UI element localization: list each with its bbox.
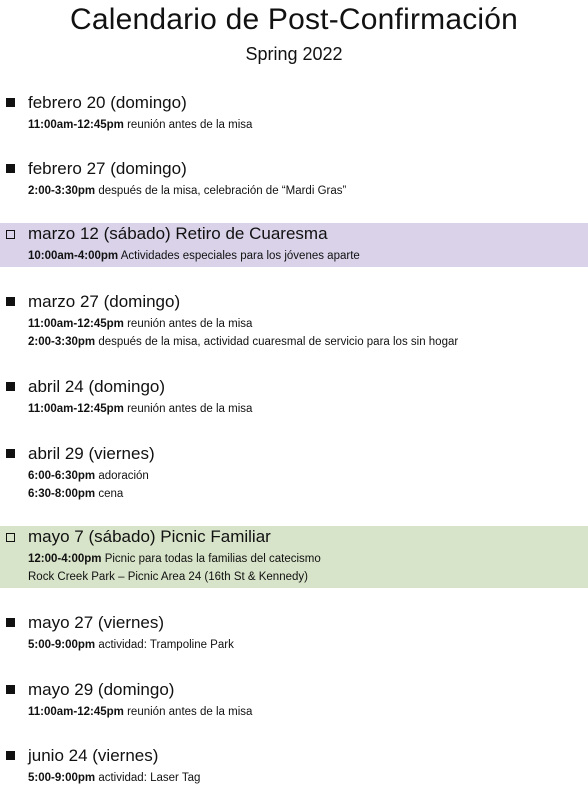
filled-square-bullet-icon bbox=[6, 751, 15, 760]
event-detail bbox=[28, 333, 588, 351]
event-time: 12:00-4:00pm bbox=[28, 553, 102, 565]
event-description: adoración bbox=[95, 470, 149, 482]
open-square-bullet-icon bbox=[6, 230, 15, 239]
event-description: reunión antes de la misa bbox=[123, 119, 253, 131]
event-item bbox=[0, 443, 588, 503]
event-detail bbox=[28, 467, 588, 485]
event-time: 5:00-9:00pm bbox=[28, 772, 96, 784]
event-item bbox=[0, 158, 588, 200]
event-time: 6:00-6:30pm bbox=[28, 470, 96, 482]
event-heading: febrero 20 (domingo) bbox=[28, 93, 187, 112]
event-time: 10:00am-4:00pm bbox=[28, 250, 119, 262]
event-heading: mayo 27 (viernes) bbox=[28, 613, 165, 632]
filled-square-bullet-icon bbox=[6, 618, 15, 627]
event-heading: mayo 7 (sábado) Picnic Familiar bbox=[28, 527, 271, 546]
event-time: 2:00-3:30pm bbox=[28, 185, 96, 197]
page-title: Calendario de Post-Confirmación bbox=[69, 3, 519, 36]
event-item bbox=[0, 679, 588, 721]
event-item bbox=[0, 376, 588, 418]
filled-square-bullet-icon bbox=[6, 382, 15, 391]
event-item bbox=[0, 291, 588, 351]
event-time: 11:00am-12:45pm bbox=[28, 706, 124, 718]
event-detail bbox=[28, 400, 588, 418]
event-detail bbox=[28, 182, 588, 200]
event-detail bbox=[28, 247, 588, 265]
event-detail bbox=[28, 485, 588, 503]
event-item-highlighted bbox=[0, 526, 588, 588]
event-heading: marzo 12 (sábado) Retiro de Cuaresma bbox=[28, 224, 328, 243]
event-description: reunión antes de la misa bbox=[123, 318, 253, 330]
event-item bbox=[0, 612, 588, 654]
event-location bbox=[28, 568, 588, 586]
event-description: reunión antes de la misa bbox=[123, 403, 253, 415]
event-description: actividad: Laser Tag bbox=[95, 772, 201, 784]
event-detail bbox=[28, 315, 588, 333]
filled-square-bullet-icon bbox=[6, 98, 15, 107]
filled-square-bullet-icon bbox=[6, 164, 15, 173]
event-item-highlighted bbox=[0, 223, 588, 267]
event-heading: mayo 29 (domingo) bbox=[28, 680, 175, 699]
open-square-bullet-icon bbox=[6, 533, 15, 542]
event-time: 6:30-8:00pm bbox=[28, 488, 96, 500]
event-time: 11:00am-12:45pm bbox=[28, 318, 124, 330]
event-time: 5:00-9:00pm bbox=[28, 639, 96, 651]
event-detail bbox=[28, 703, 588, 721]
event-description: reunión antes de la misa bbox=[123, 706, 253, 718]
event-description: después de la misa, actividad cuaresmal de servicio para los sin hogar bbox=[95, 336, 459, 348]
event-description: después de la misa, celebración de “Mardi Gras” bbox=[95, 185, 347, 197]
filled-square-bullet-icon bbox=[6, 449, 15, 458]
event-item bbox=[0, 92, 588, 134]
event-detail bbox=[28, 550, 588, 568]
event-description: actividad: Trampoline Park bbox=[95, 639, 234, 651]
event-description: Rock Creek Park – Picnic Area 24 (16th St & Kennedy) bbox=[28, 571, 308, 583]
event-time: 2:00-3:30pm bbox=[28, 336, 96, 348]
event-detail bbox=[28, 116, 588, 134]
filled-square-bullet-icon bbox=[6, 297, 15, 306]
page-subtitle: Spring 2022 bbox=[245, 44, 343, 64]
event-heading: abril 29 (viernes) bbox=[28, 444, 155, 463]
event-detail bbox=[28, 769, 588, 787]
event-heading: marzo 27 (domingo) bbox=[28, 292, 181, 311]
event-time: 11:00am-12:45pm bbox=[28, 403, 124, 415]
event-description: cena bbox=[95, 488, 124, 500]
event-detail bbox=[28, 636, 588, 654]
event-description: Picnic para todas la familias del catecismo bbox=[101, 553, 321, 565]
event-time: 11:00am-12:45pm bbox=[28, 119, 124, 131]
event-heading: abril 24 (domingo) bbox=[28, 377, 166, 396]
filled-square-bullet-icon bbox=[6, 685, 15, 694]
event-heading: febrero 27 (domingo) bbox=[28, 159, 187, 178]
event-heading: junio 24 (viernes) bbox=[28, 746, 159, 765]
event-description: Actividades especiales para los jóvenes aparte bbox=[118, 250, 360, 262]
event-item bbox=[0, 745, 588, 787]
